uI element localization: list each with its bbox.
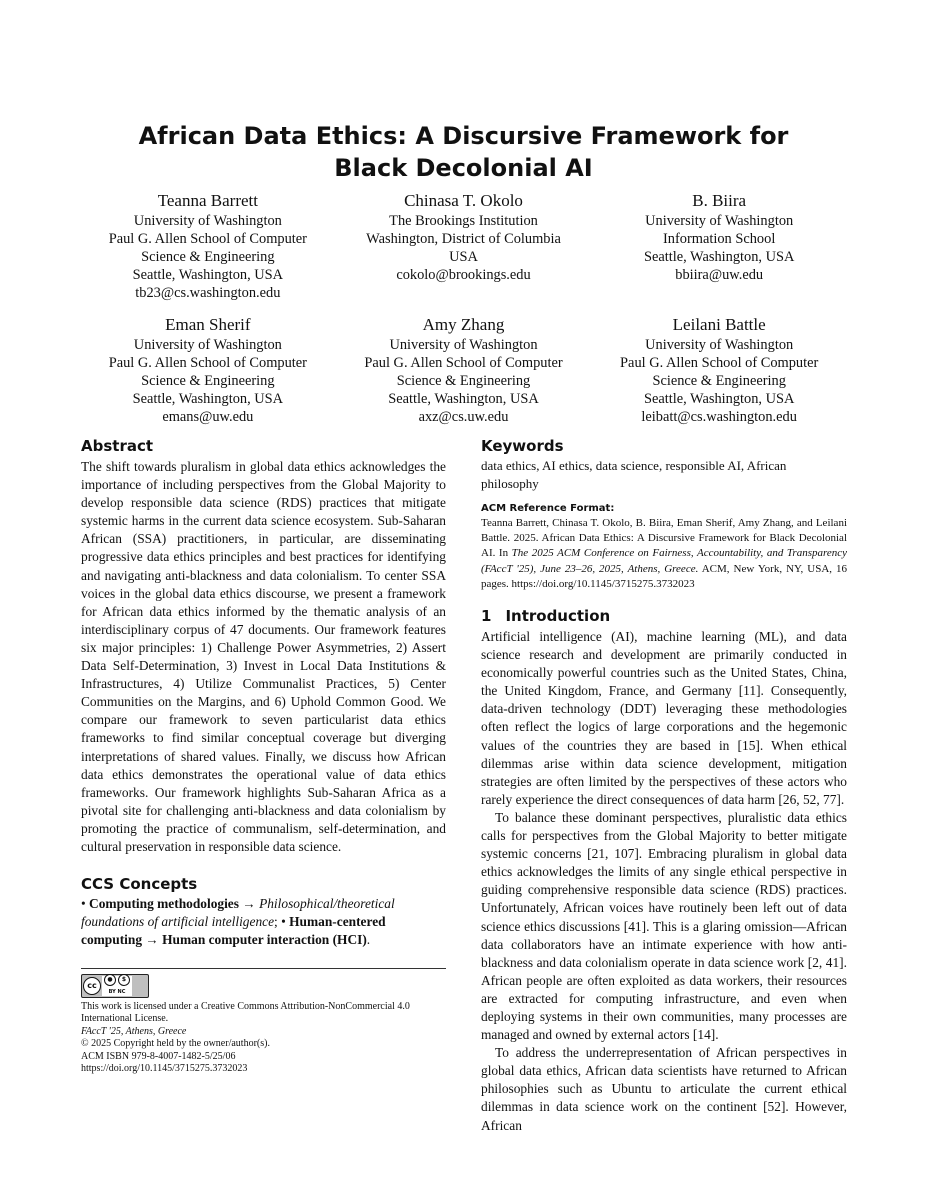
author-name: B. Biira: [692, 191, 747, 210]
author-block: [591, 190, 847, 302]
intro-paragraph-3: To address the underrepresentation of African perspectives in global data ethics, African data scientists have returned to African philosophies such as Ubuntu to articulate the current ethical dilemmas in data science work on the continent [52]. However, African: [481, 1045, 847, 1133]
author-name: Eman Sherif: [165, 315, 251, 334]
author-affiliation: Seattle, Washington, USA: [388, 391, 539, 407]
author-block: [336, 190, 592, 302]
ccs-heading: CCS Concepts: [81, 875, 198, 894]
authors-row-1: [80, 190, 847, 302]
keywords-heading: Keywords: [481, 437, 564, 455]
author-email[interactable]: emans@uw.edu: [162, 409, 254, 425]
license-doi-link[interactable]: https://doi.org/10.1145/3715275.3732023: [81, 1063, 248, 1075]
acm-ref-venue: The 2025 ACM Conference on Fairness, Accountability, and Transparency (FAccT '25), June 23–26, 2025, Athens, Greece.: [481, 547, 847, 575]
ccs-sub-hci: Human computer interaction (HCI): [162, 932, 367, 948]
author-affiliation: The Brookings Institution: [389, 213, 538, 229]
author-affiliation: Paul G. Allen School of Computer: [108, 355, 307, 371]
author-email[interactable]: tb23@cs.washington.edu: [135, 285, 281, 301]
author-affiliation: University of Washington: [645, 337, 794, 353]
license-copyright: © 2025 Copyright held by the owner/author(s).: [81, 1038, 270, 1050]
author-affiliation: University of Washington: [389, 337, 538, 353]
keywords-text: data ethics, AI ethics, data science, responsible AI, African philosophy: [481, 458, 787, 491]
author-affiliation: USA: [449, 249, 478, 265]
author-affiliation: Paul G. Allen School of Computer: [620, 355, 819, 371]
author-affiliation: Science & Engineering: [396, 373, 531, 389]
ccs-term-computing-methodologies: Computing methodologies: [89, 896, 239, 912]
intro-section-title: Introduction: [505, 607, 611, 626]
intro-paragraph-1: Artificial intelligence (AI), machine learning (ML), and data science research and development are primarily conducted in economically powerful countries such as the United States, China, the United Kingdom, France, and Germany [11]. Consequently, data-driven technology (DDT) leveraging these methodologies often reflect the logics of large corporations and the hegemonic values of the countries they are based in [15]. When ethical dilemmas arise within data science development, mitigation strategies are often limited by the perspectives of these actors who rarely experience the direct consequences of data harm [26, 52, 77].: [481, 629, 847, 807]
author-affiliation: Seattle, Washington, USA: [643, 249, 795, 265]
author-email[interactable]: leibatt@cs.washington.edu: [641, 409, 797, 425]
acm-ref-heading: ACM Reference Format:: [481, 503, 615, 514]
left-column: [81, 437, 446, 949]
author-affiliation: University of Washington: [133, 337, 282, 353]
author-affiliation: University of Washington: [645, 213, 794, 229]
cc-badge-label: BY NC: [108, 988, 126, 995]
right-column: [481, 437, 847, 1135]
author-email[interactable]: cokolo@brookings.edu: [396, 267, 531, 283]
cc-by-nc-badge: [81, 974, 149, 998]
author-affiliation: Seattle, Washington, USA: [132, 267, 284, 283]
author-name: Teanna Barrett: [157, 191, 258, 210]
intro-paragraph-2: To balance these dominant perspectives, pluralistic data ethics calls for perspectives from the Global Majority to better mitigate systemic concerns [21, 107]. Embracing pluralism in global data ethics acknowledges the limits of any single ethical perspective in guiding comprehensive responsible data science (RDS) practices. Unfortunately, African voices have routinely been left out of data science ethics discussions [41]. This is a glaring omission—African data collaborators have an intimate experience with how anti-blackness and data colonialism operate in data science work [2, 41]. African people are often exploited as data workers, their resources are extracted for computing infrastructure, and even when deploying systems in their own communities, many processes are managed and owned by external actors [14].: [481, 809, 847, 1043]
license-block: [81, 974, 446, 1075]
cc-icon: cc: [83, 977, 101, 995]
acm-ref-text: Teanna Barrett, Chinasa T. Okolo, B. Biira, Eman Sherif, Amy Zhang, and Leilani Battle. 2025. African Data Ethics: A Discursive Framework for Black Decolonial AI. In The 2025 ACM Conference on Fairness, Accountability, and Transparency (FAccT '25), June 23–26, 2025, Athens, Greece. ACM, New York, NY, USA, 16 pages. https://doi.org/10.1145/3715275.3732023: [481, 517, 847, 590]
author-affiliation: Seattle, Washington, USA: [643, 391, 795, 407]
intro-heading: [481, 607, 847, 625]
author-block: [336, 314, 592, 426]
license-isbn: ACM ISBN 979-8-4007-1482-5/25/06: [81, 1050, 236, 1062]
by-icon: ●: [104, 974, 116, 986]
license-text: This work is licensed under a Creative Commons Attribution-NonCommercial 4.0 International License.: [81, 1001, 410, 1025]
license-venue: FAccT '25, Athens, Greece: [81, 1025, 187, 1037]
ccs-sub-philosophical: Philosophical/theoretical foundations of artificial intelligence: [81, 896, 395, 930]
ccs-concepts: • Computing methodologies → Philosophical/theoretical foundations of artificial intelligence; • Human-centered computing → Human computer interaction (HCI).: [81, 896, 395, 948]
author-affiliation: Science & Engineering: [141, 373, 275, 389]
abstract-heading: Abstract: [81, 437, 154, 455]
footnote-rule: [81, 968, 446, 969]
author-email[interactable]: bbiira@uw.edu: [675, 267, 764, 283]
author-affiliation: Science & Engineering: [141, 249, 275, 265]
author-affiliation: Information School: [663, 231, 776, 247]
author-affiliation: Paul G. Allen School of Computer: [108, 231, 307, 247]
abstract-text: The shift towards pluralism in global data ethics acknowledges the importance of including perspectives from the Global Majority to develop responsible data science (RDS) practices that mitigate systemic harms in the current data science ecosystem. Sub-Saharan African (SSA) practitioners, in particular, are disseminating progressive data ethics principles and best practices for identifying and navigating anti-blackness and data colonialism. To center SSA voices in the global data ethics discourse, we present a framework for African data ethics informed by the thematic analysis of an interdisciplinary corpus of 47 documents. Our framework features six major principles: 1) Challenge Power Asymmetries, 2) Assert Data Self-Determination, 3) Invest in Local Data Institutions & Infrastructures, 4) Utilize Communalist Practices, 5) Center Communities on the Margins, and 6) Uphold Common Good. We compare our framework to seven particularist data ethics frameworks to find similar conceptual coverage but diverging interpretations of shared values. Finally, we discuss how African data ethics demonstrates the operational value of data ethics frameworks. Our framework highlights Sub-Saharan Africa as a pivotal site for challenging anti-blackness and data colonialism by promoting the practice of communalism, self-determination, and cultural preservation in responsible data science.: [81, 459, 446, 854]
author-affiliation: Science & Engineering: [652, 373, 786, 389]
ccs-term-human-centered: Human-centered computing: [81, 914, 386, 948]
author-name: Amy Zhang: [422, 315, 505, 334]
author-email[interactable]: axz@cs.uw.edu: [418, 409, 509, 425]
paper-title: African Data Ethics: A Discursive Framework for Black Decolonial AI: [138, 122, 789, 182]
intro-section-number: 1: [481, 607, 492, 626]
author-affiliation: Washington, District of Columbia: [366, 231, 561, 247]
author-name: Chinasa T. Okolo: [404, 191, 523, 210]
author-name: Leilani Battle: [672, 315, 766, 334]
nc-icon: $: [118, 974, 130, 986]
author-block: [591, 314, 847, 426]
author-affiliation: Seattle, Washington, USA: [132, 391, 284, 407]
author-block: [80, 314, 336, 426]
author-affiliation: Paul G. Allen School of Computer: [364, 355, 563, 371]
author-affiliation: University of Washington: [133, 213, 282, 229]
authors-row-2: [80, 314, 847, 426]
author-block: [80, 190, 336, 302]
